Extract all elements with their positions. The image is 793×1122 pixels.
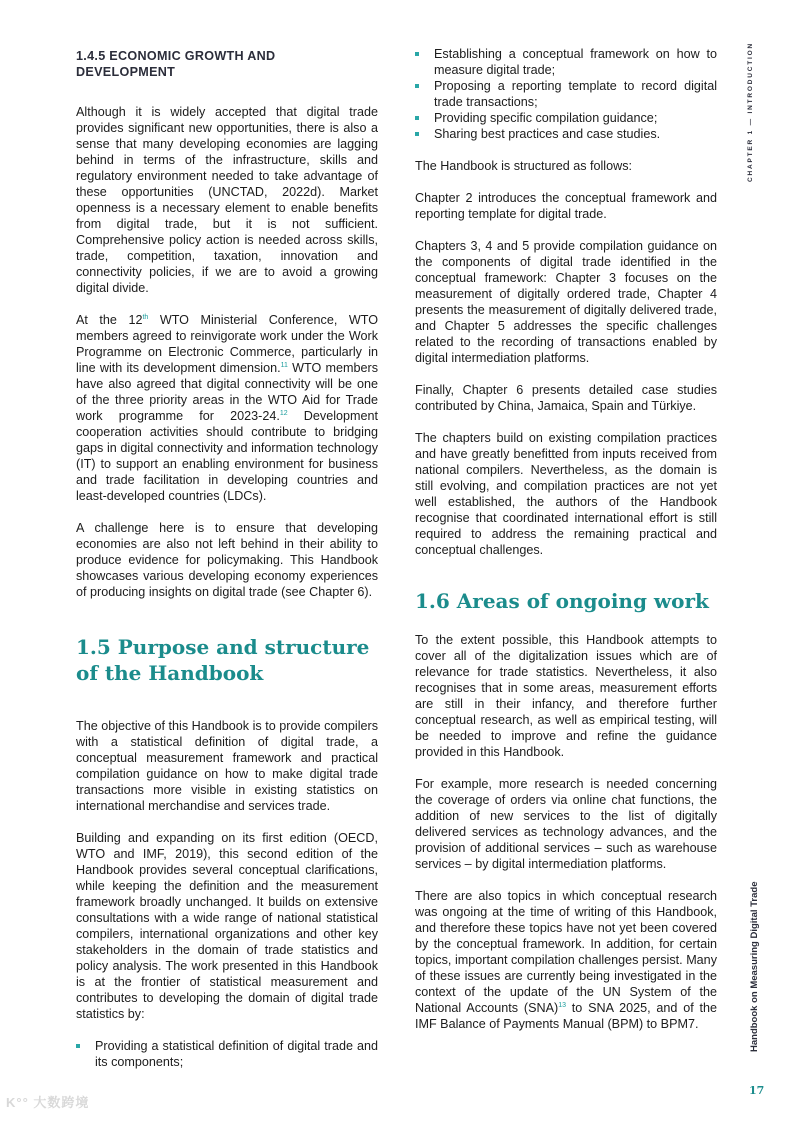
footnote-ref-12[interactable]: 12 [279,409,288,417]
paragraph-chapters-build: The chapters build on existing compilation practices and have greatly benefitted from inputs received from national compilers. Nevertheless, as the domain is still evolving, and compilation practices are not yet well established, the authors of the Handbook recognise that coordinated international effort is still required to address the remaining practical and conceptual challenges. [415,431,717,557]
text-span: to SNA 2025, and of the IMF Balance of Payments Manual (BPM) to BPM7. [415,1001,717,1031]
watermark-logo: K°° 大数跨境 [6,1095,90,1110]
bullet-list-contributions-part1 [76,1038,378,1070]
text-span: There are also topics in which conceptual research was ongoing at the time of writing of this Handbook, and therefore these topics have not yet been covered by the conceptual framework. In addition, for certain topics, important compilation challenges persist. Many of these issues are currently being investigated in the context of the update of the UN System of the National Accounts (SNA) [415,889,717,1015]
text-span: At the 12 [76,313,143,327]
paragraph-chapter-2: Chapter 2 introduces the conceptual framework and reporting template for digital trade. [415,191,717,221]
paragraph-wto-ministerial [76,312,378,504]
text-span: Development cooperation activities should contribute to bridging gaps in digital connectivity and information technology (IT) to support an enabling environment for business and trade facilitation in developing countries and least-developed countries (LDCs). [76,409,379,503]
page-number: 17 [749,1084,765,1097]
paragraph-structure-intro: The Handbook is structured as follows: [415,159,632,173]
paragraph-chapter-6: Finally, Chapter 6 presents detailed case studies contributed by China, Jamaica, Spain and Türkiye. [415,383,717,413]
footnote-ref-11[interactable]: 11 [280,361,288,369]
paragraph-objective: The objective of this Handbook is to provide compilers with a statistical definition of digital trade, a conceptual measurement framework and practical compilation guidance on how to make digital trade transactions more visible in existing statistics on international merchandise and services trade. [76,719,378,813]
bullet-item: Sharing best practices and case studies. [415,126,717,142]
right-column [415,46,717,1048]
paragraph-economic-growth: Although it is widely accepted that digital trade provides significant new opportunities, there is also a sense that many developing economies are lagging behind in terms of the infrastructure, skills and regulatory environment needed to take advantage of these opportunities (UNCTAD, 2022d). Market openness is a necessary element to enable benefits from digital trade, but it is not sufficient. Comprehensive policy action is needed across skills, trade, competition, taxation, innovation and connectivity policies, if we are to avoid a growing digital divide. [76,105,378,295]
bullet-item: Providing specific compilation guidance; [415,110,717,126]
paragraph-extent: To the extent possible, this Handbook attempts to cover all of the digitalization issues which are of relevance for trade statistics. Nevertheless, it also recognises that in some areas, measurement efforts are still in their infancy, and therefore further conceptual research, as well as empirical testing, will be needed to improve and refine the guidance provided in this Handbook. [415,633,717,759]
paragraph-chapters-3-5: Chapters 3, 4 and 5 provide compilation guidance on the components of digital trade identified in the conceptual framework: Chapter 3 focuses on the measurement of digitally ordered trade, Chapter 4 presents the measurement of digitally delivered trade, and Chapter 5 addresses the specific challenges related to the recording of transactions enabled by digital intermediation platforms. [415,239,717,365]
ordinal-superscript: th [142,313,149,321]
chapter-running-header: CHAPTER 1 — INTRODUCTION [747,42,754,182]
left-column [76,46,378,1086]
section-title-1-5: 1.5 Purpose and structure of the Handbook [76,635,370,685]
paragraph-topics [415,888,717,1032]
book-title-running-footer: Handbook on Measuring Digital Trade [749,881,760,1052]
footnote-ref-13[interactable]: 13 [558,1001,566,1009]
text-span: WTO members have also agreed that digital connectivity will be one of the three priority areas in the WTO Aid for Trade work programme for 2023-24. [76,361,378,423]
text-span: WTO Ministerial Conference, WTO members agreed to reinvigorate work under the Work Programme on Electronic Commerce, particularly in line with its development dimension. [76,313,378,375]
paragraph-challenge: A challenge here is to ensure that developing economies are also not left behind in their ability to produce evidence for policymaking. This Handbook showcases various developing economy experiences of producing insights on digital trade (see Chapter 6). [76,521,378,599]
section-title-1-6: 1.6 Areas of ongoing work [415,589,709,613]
paragraph-example: For example, more research is needed concerning the coverage of orders via online chat functions, the addition of new services to the list of digitally delivered services as technology advances, and the provision of additional services – such as warehouse services – by digital intermediation platforms. [415,777,717,871]
bullet-item: Proposing a reporting template to record digital trade transactions; [415,78,717,110]
bullet-item: Providing a statistical definition of digital trade and its components; [76,1038,378,1070]
bullet-item: Establishing a conceptual framework on how to measure digital trade; [415,46,717,78]
paragraph-building: Building and expanding on its first edition (OECD, WTO and IMF, 2019), this second edition of the Handbook provides several conceptual clarifications, while keeping the definition and the measurement framework broadly unchanged. It builds on extensive consultations with a wide range of national statistical compilers, international organizations and other key stakeholders in the domain of trade statistics and policy analysis. The work presented in this Handbook is at the frontier of statistical measurement and contributes to developing the domain of digital trade statistics by: [76,831,378,1021]
bullet-list-contributions-part2 [415,46,717,142]
subsection-heading-1-4-5: 1.4.5 ECONOMIC GROWTH AND DEVELOPMENT [76,49,276,79]
